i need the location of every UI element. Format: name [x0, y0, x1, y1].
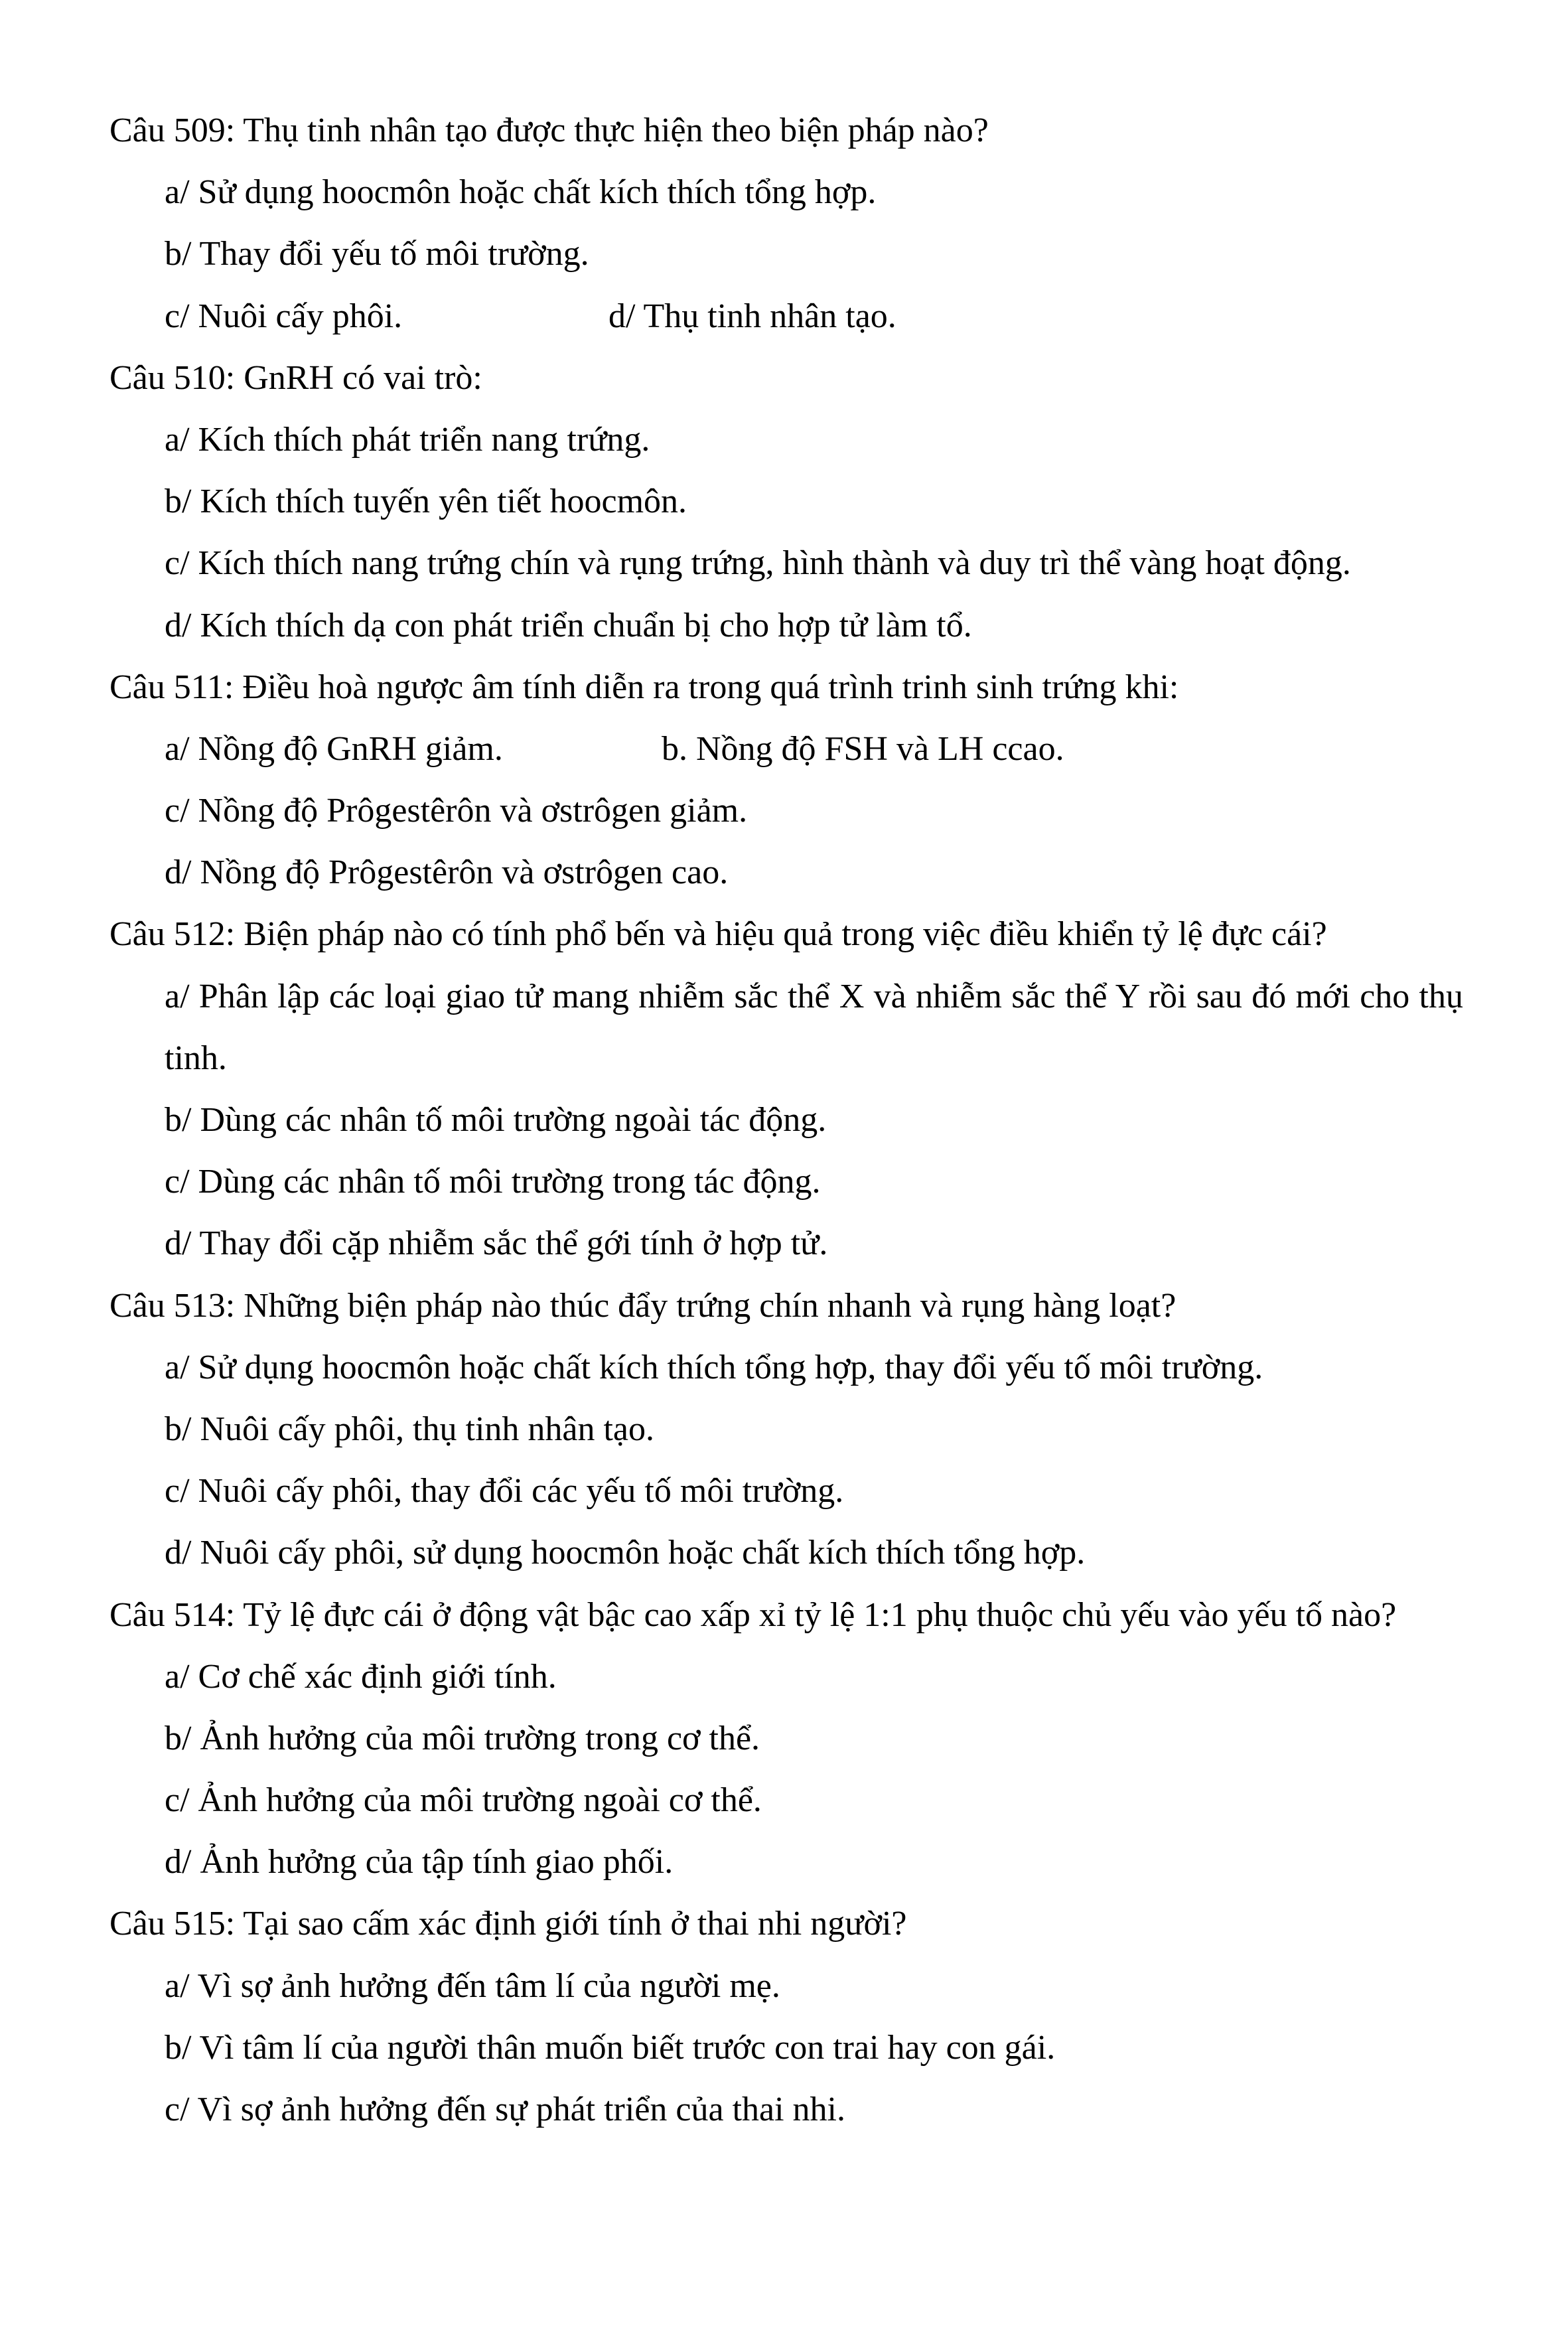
- option-a: a/ Sử dụng hoocmôn hoặc chất kích thích tổng hợp.: [165, 173, 877, 212]
- question-512: [109, 903, 1463, 1274]
- question-510: [109, 347, 1463, 656]
- question-title: Câu 514: Tỷ lệ đực cái ở động vật bậc cao xấp xỉ tỷ lệ 1:1 phụ thuộc chủ yếu vào yếu tố nào?: [109, 1595, 1397, 1634]
- option-d: d/ Thay đổi cặp nhiễm sắc thể gới tính ở hợp tử.: [165, 1224, 828, 1263]
- option-a: a/ Cơ chế xác định giới tính.: [165, 1657, 557, 1696]
- question-title: Câu 511: Điều hoà ngược âm tính diễn ra trong quá trình trinh sinh trứng khi:: [109, 668, 1179, 706]
- question-511: [109, 656, 1463, 904]
- question-title: Câu 512: Biện pháp nào có tính phổ bến và hiệu quả trong việc điều khiển tỷ lệ đực cái?: [109, 915, 1327, 954]
- option-pair-cd: [109, 285, 1463, 347]
- option-b: b/ Vì tâm lí của người thân muốn biết trước con trai hay con gái.: [165, 2028, 1056, 2067]
- option-d: d/ Kích thích dạ con phát triển chuẩn bị cho hợp tử làm tổ.: [165, 606, 972, 644]
- option-c: c/ Nuôi cấy phôi.: [165, 297, 403, 335]
- option-d: d/ Nuôi cấy phôi, sử dụng hoocmôn hoặc chất kích thích tổng hợp.: [165, 1534, 1086, 1572]
- question-title: Câu 515: Tại sao cấm xác định giới tính ở thai nhi người?: [109, 1905, 907, 1943]
- option-c: c/ Ảnh hưởng của môi trường ngoài cơ thể.: [165, 1781, 762, 1820]
- option-b: b/ Kích thích tuyến yên tiết hoocmôn.: [165, 482, 687, 521]
- question-title: Câu 510: GnRH có vai trò:: [109, 358, 482, 397]
- option-a: a/ Kích thích phát triển nang trứng.: [165, 420, 650, 459]
- option-c: c/ Kích thích nang trứng chín và rụng trứng, hình thành và duy trì thể vàng hoạt động.: [165, 544, 1351, 583]
- option-b: b/ Dùng các nhân tố môi trường ngoài tác động.: [165, 1101, 827, 1139]
- option-c: c/ Nuôi cấy phôi, thay đổi các yếu tố môi trường.: [165, 1472, 844, 1510]
- option-a: a/ Sử dụng hoocmôn hoặc chất kích thích tổng hợp, thay đổi yếu tố môi trường.: [165, 1348, 1263, 1386]
- option-b: b. Nồng độ FSH và LH ccao.: [662, 729, 1064, 768]
- question-514: [109, 1584, 1463, 1893]
- question-513: [109, 1275, 1463, 1584]
- option-b: b/ Nuôi cấy phôi, thụ tinh nhân tạo.: [165, 1410, 655, 1448]
- question-515: [109, 1893, 1463, 2140]
- option-c: c/ Vì sợ ảnh hưởng đến sự phát triển của thai nhi.: [165, 2091, 845, 2129]
- option-d: d/ Thụ tinh nhân tạo.: [608, 297, 896, 335]
- question-list: [109, 100, 1463, 2140]
- option-d: d/ Ảnh hưởng của tập tính giao phối.: [165, 1843, 674, 1881]
- option-d: d/ Nồng độ Prôgestêrôn và ơstrôgen cao.: [165, 853, 729, 892]
- question-title: Câu 513: Những biện pháp nào thúc đẩy trứng chín nhanh và rụng hàng loạt?: [109, 1286, 1176, 1325]
- option-pair-ab: [109, 718, 1463, 780]
- option-c: c/ Dùng các nhân tố môi trường trong tác động.: [165, 1163, 821, 1201]
- option-a: a/ Phân lập các loại giao tử mang nhiễm sắc thể X và nhiễm sắc thể Y rồi sau đó mới cho thụ tinh.: [165, 977, 1463, 1077]
- option-b: b/ Thay đổi yếu tố môi trường.: [165, 235, 589, 273]
- option-a: a/ Nồng độ GnRH giảm.: [165, 729, 503, 768]
- option-c: c/ Nồng độ Prôgestêrôn và ơstrôgen giảm.: [165, 792, 748, 830]
- question-509: [109, 100, 1463, 347]
- option-b: b/ Ảnh hưởng của môi trường trong cơ thể.: [165, 1719, 760, 1757]
- option-a: a/ Vì sợ ảnh hưởng đến tâm lí của người mẹ.: [165, 1966, 780, 2005]
- question-title: Câu 509: Thụ tinh nhân tạo được thực hiện theo biện pháp nào?: [109, 111, 989, 149]
